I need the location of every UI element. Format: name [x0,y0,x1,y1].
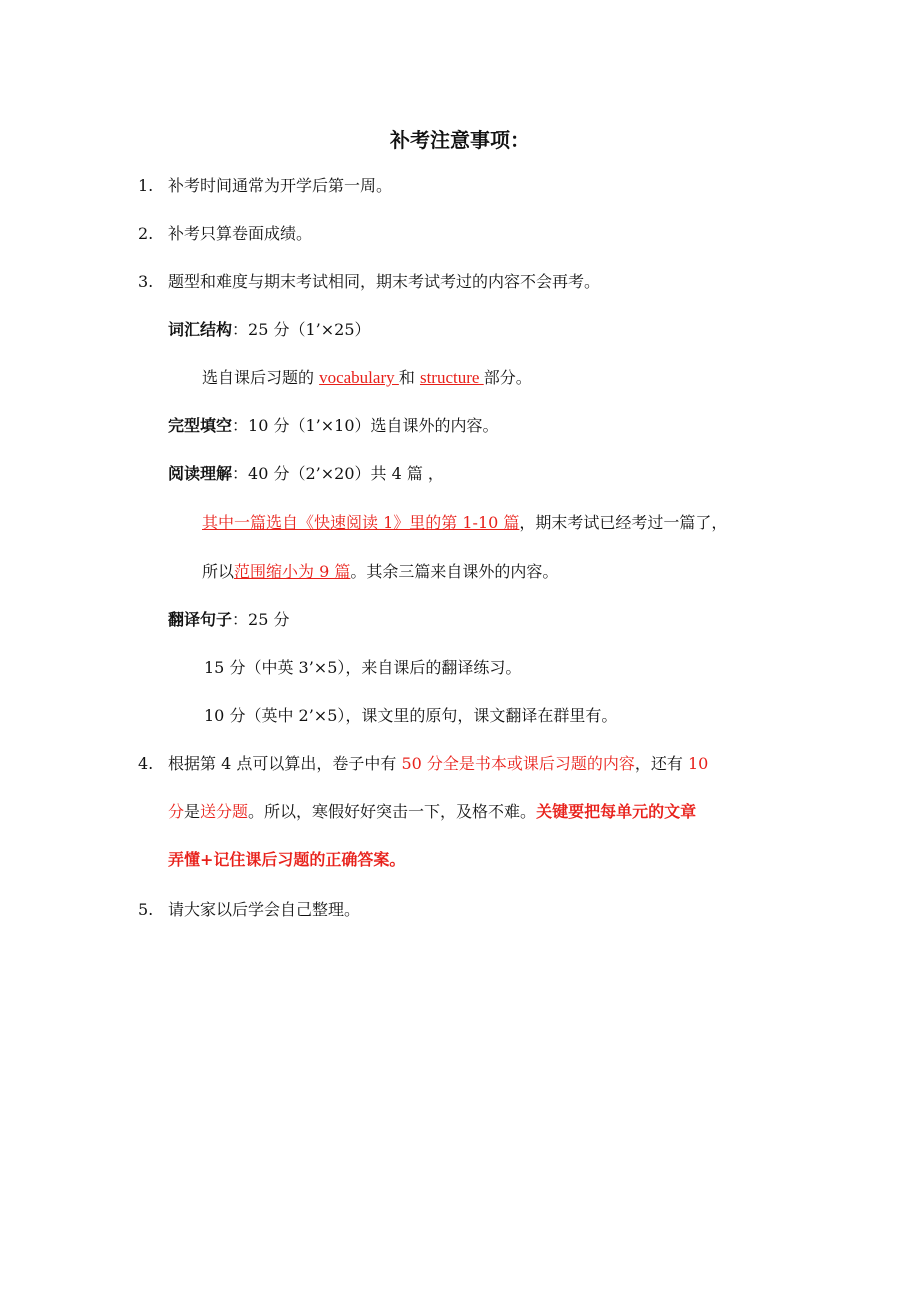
cloze-text: ：10 分（1’×10）选自课外的内容。 [232,416,499,435]
list-number: 4. [138,754,154,773]
structure-link: structure [419,368,484,387]
vocab-desc-post: 部分。 [483,368,532,387]
item4-red-2: 10 [688,754,709,773]
vocab-desc-and: 和 [398,368,420,387]
item4-red-1: 50 分全是书本或课后习题的内容 [401,754,635,773]
vocabulary-link: vocabulary [319,368,399,387]
translation-sub-2-text: 10 分（英中 2’×5），课文里的原句，课文翻译在群里有。 [204,706,618,725]
list-text: 补考时间通常为开学后第一周。 [168,176,393,195]
page-title: 补考注意事项： [390,128,530,152]
reading-rest-1: ，期末考试已经考过一篇了， [519,513,728,532]
list-text: 请大家以后学会自己整理。 [168,900,361,919]
list-text: 补考只算卷面成绩。 [168,224,313,243]
vocab-heading: 词汇结构 [168,320,233,339]
item4-bold-red: 关键要把每单元的文章 [536,802,697,821]
list-number: 3. [138,272,154,291]
item4-mid: ，还有 [634,754,688,773]
reading-heading: 阅读理解 [168,464,233,483]
list-number: 1. [138,176,154,195]
reading-post-2: 。其余三篇来自课外的内容。 [350,562,559,581]
vocab-score: ：25 分（1’×25） [232,320,371,339]
reading-red-2: 范围缩小为 9 篇 [234,562,351,581]
translation-sub-1-text: 15 分（中英 3’×5），来自课后的翻译练习。 [204,658,522,677]
reading-red-1: 其中一篇选自《快速阅读 1》里的第 1-10 篇 [202,513,520,532]
translation-heading: 翻译句子 [168,610,233,629]
list-text: 题型和难度与期末考试相同，期末考试考过的内容不会再考。 [168,272,601,291]
item4-d: 。所以，寒假好好突击一下，及格不难。 [248,802,537,821]
translation-text: ：25 分 [232,610,290,629]
reading-text: ：40 分（2’×20）共 4 篇 ， [232,464,444,483]
list-number: 2. [138,224,154,243]
item4-bold-red-2: 弄懂+记住课后习题的正确答案。 [168,850,406,869]
reading-pre-2: 所以 [202,562,235,581]
item4-red-a: 分 [168,802,185,821]
item4-pre: 根据第 4 点可以算出，卷子中有 [168,754,402,773]
list-number: 5. [138,900,154,919]
cloze-heading: 完型填空 [168,416,233,435]
item4-b: 是 [184,802,201,821]
item4-red-c: 送分题 [200,802,249,821]
vocab-desc-pre: 选自课后习题的 [202,368,320,387]
